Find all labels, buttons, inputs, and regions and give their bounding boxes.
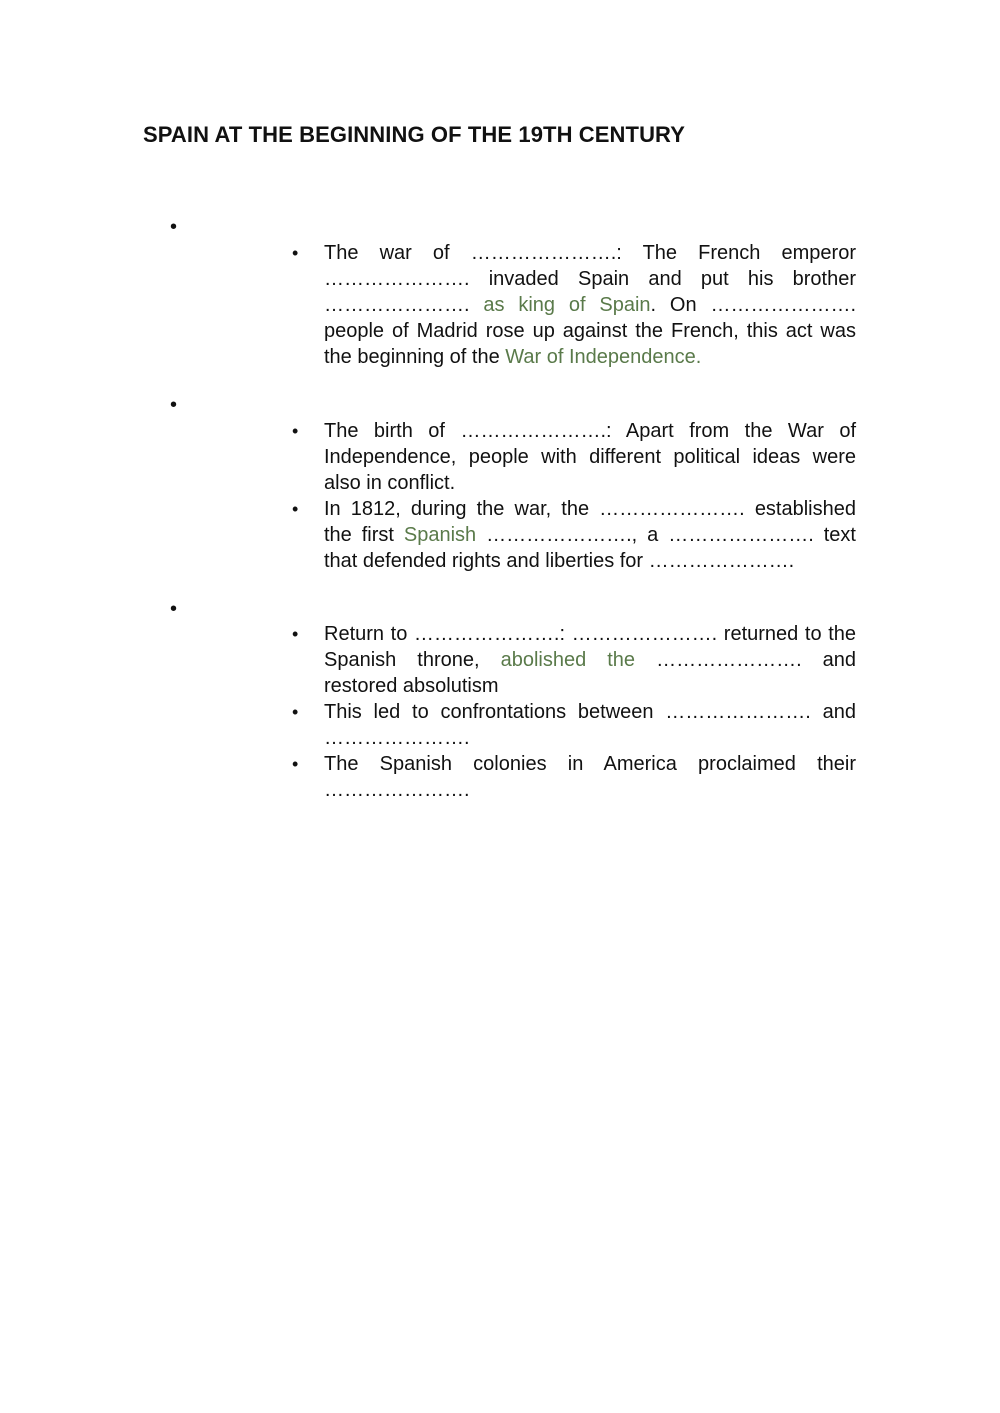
bullet-list <box>292 418 856 574</box>
item-text: In 1812, during the war, the …………………. established the first <box>324 498 856 546</box>
list-item <box>292 699 856 751</box>
bullet-dot: • <box>292 243 299 263</box>
list-item <box>292 496 856 574</box>
section-bullet: • <box>170 394 178 416</box>
item-text: Return to ………………….: …………………. returned to the Spanish throne, <box>324 623 856 671</box>
list-item <box>292 240 856 370</box>
section-birth-of-liberalism <box>292 418 856 574</box>
item-text: The war of ………………….: The French emperor …………………. invaded Spain and put his brother …………………. <box>324 242 856 316</box>
bullet-dot: • <box>292 702 299 722</box>
highlight-text: Spanish <box>403 524 477 546</box>
bullet-list <box>292 621 856 803</box>
item-text: . On …………………. people of Madrid rose up against the French, this act was the beginning of the <box>324 294 857 368</box>
section-bullet: • <box>170 216 178 238</box>
item-text: This led to confrontations between …………………. and …………………. <box>324 701 856 749</box>
item-text: …………………. and restored absolutism <box>324 649 857 697</box>
list-item <box>292 751 856 803</box>
section-bullet: • <box>170 598 178 620</box>
bullet-dot: • <box>292 499 299 519</box>
bullet-dot: • <box>292 421 299 441</box>
highlight-text: War of Independence. <box>505 346 702 368</box>
highlight-text: as king of Spain <box>469 294 651 316</box>
item-text: The birth of ………………….: Apart from the War of Independence, people with different political ideas were also in conflict. <box>324 420 856 494</box>
item-text: The Spanish colonies in America proclaimed their …………………. <box>324 753 856 801</box>
item-text: …………………., a …………………. text that defended rights and liberties for …………………. <box>324 524 856 572</box>
bullet-dot: • <box>292 754 299 774</box>
section-war-of-independence <box>292 240 856 370</box>
highlight-text: abolished the <box>500 649 636 671</box>
list-item <box>292 418 856 496</box>
list-item <box>292 621 856 699</box>
bullet-list <box>292 240 856 370</box>
section-return-to-absolutism <box>292 621 856 803</box>
page-title: SPAIN AT THE BEGINNING OF THE 19TH CENTURY <box>143 122 686 147</box>
bullet-dot: • <box>292 624 299 644</box>
